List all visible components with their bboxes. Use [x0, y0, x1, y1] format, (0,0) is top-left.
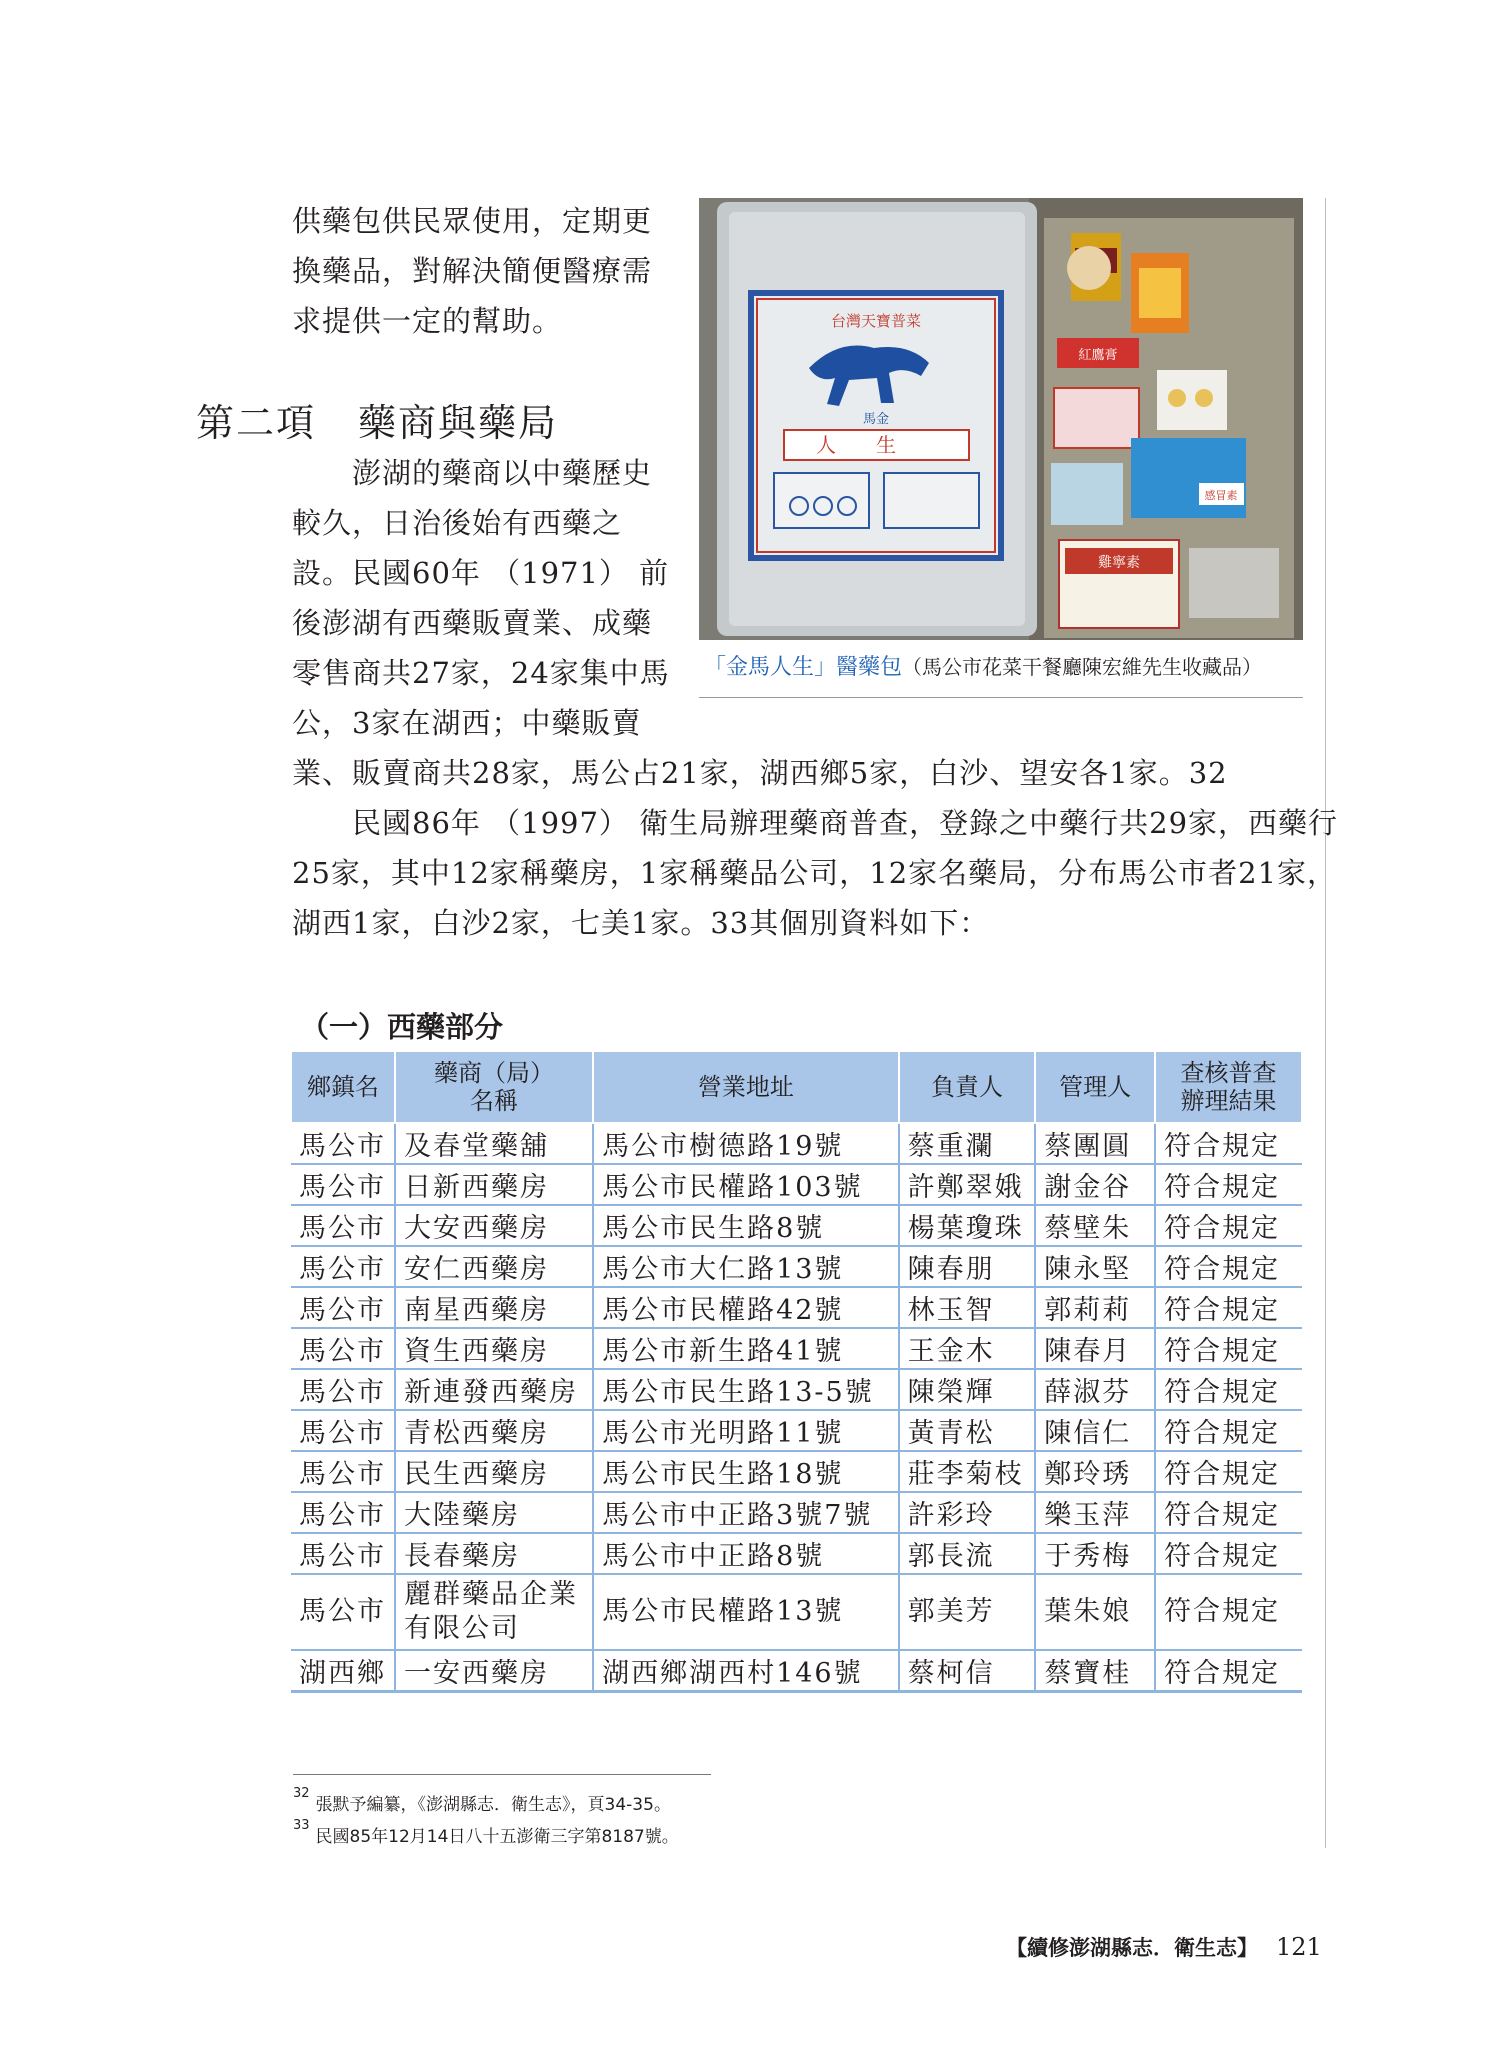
table-row — [291, 1123, 1302, 1164]
cell-township: 馬公市 — [291, 1164, 395, 1205]
cell-result: 符合規定 — [1155, 1533, 1302, 1574]
cell-manager: 陳永堅 — [1035, 1246, 1155, 1287]
cell-township: 馬公市 — [291, 1246, 395, 1287]
cell-manager: 陳春月 — [1035, 1328, 1155, 1369]
pharmacy-table — [290, 1050, 1303, 1693]
cell-result: 符合規定 — [1155, 1123, 1302, 1164]
body-line-7: 業、販賣商共28家，馬公占21家，湖西鄉5家，白沙、望安各1家。32 — [292, 756, 1228, 790]
table-row — [291, 1205, 1302, 1246]
footer-title: 【續修澎湖縣志．衛生志】 — [1006, 1935, 1258, 1960]
cell-owner: 陳春朋 — [899, 1246, 1036, 1287]
cell-address: 馬公市民生路8號 — [593, 1205, 899, 1246]
caption-note: （馬公市花菜干餐廳陳宏維先生收藏品） — [902, 655, 1263, 679]
footnote-text: 民國85年12月14日八十五澎衛三字第8187號。 — [315, 1827, 679, 1847]
caption-divider — [699, 697, 1303, 698]
body-line-6: 公，3家在湖西；中藥販賣 — [292, 706, 642, 740]
cell-township: 馬公市 — [291, 1369, 395, 1410]
cell-manager: 謝金谷 — [1035, 1164, 1155, 1205]
footnote-number: 32 — [293, 1786, 310, 1802]
col-header-manager: 管理人 — [1035, 1051, 1155, 1123]
cell-owner: 林玉智 — [899, 1287, 1036, 1328]
cell-result: 符合規定 — [1155, 1410, 1302, 1451]
cell-township: 馬公市 — [291, 1328, 395, 1369]
table-row — [291, 1164, 1302, 1205]
body-line-8: 民國86年 （1997） 衛生局辦理藥商普查，登錄之中藥行共29家，西藥行 — [352, 806, 1339, 840]
cell-township: 湖西鄉 — [291, 1650, 395, 1692]
bag-label-name: 人生 — [816, 433, 936, 457]
cell-name: 南星西藥房 — [395, 1287, 593, 1328]
table-row — [291, 1287, 1302, 1328]
footnote-33 — [293, 1818, 679, 1847]
cell-result: 符合規定 — [1155, 1205, 1302, 1246]
cell-name: 資生西藥房 — [395, 1328, 593, 1369]
cell-manager: 蔡壁朱 — [1035, 1205, 1155, 1246]
cell-address: 馬公市民權路103號 — [593, 1164, 899, 1205]
cell-township: 馬公市 — [291, 1287, 395, 1328]
cell-township: 馬公市 — [291, 1533, 395, 1574]
table-row — [291, 1246, 1302, 1287]
table-row — [291, 1451, 1302, 1492]
subsection-title: （一）西藥部分 — [300, 1010, 504, 1044]
cell-address: 湖西鄉湖西村146號 — [593, 1650, 899, 1692]
col-header-name: 藥商（局） 名稱 — [395, 1051, 593, 1123]
cell-result: 符合規定 — [1155, 1369, 1302, 1410]
cell-address: 馬公市大仁路13號 — [593, 1246, 899, 1287]
cell-name: 民生西藥房 — [395, 1451, 593, 1492]
cell-address: 馬公市民權路42號 — [593, 1287, 899, 1328]
body-line-1: 澎湖的藥商以中藥歷史 — [352, 456, 653, 490]
intro-line-3: 求提供一定的幫助。 — [292, 304, 563, 338]
cell-name: 大陸藥房 — [395, 1492, 593, 1533]
cell-result: 符合規定 — [1155, 1451, 1302, 1492]
cell-owner: 郭美芳 — [899, 1574, 1036, 1650]
body-line-4: 後澎湖有西藥販賣業、成藥 — [292, 606, 653, 640]
footnote-text: 張默予編纂，《澎湖縣志．衛生志》，頁34-35。 — [315, 1795, 671, 1815]
cell-address: 馬公市中正路8號 — [593, 1533, 899, 1574]
bag-label-top: 台灣天寶普菜 — [830, 312, 922, 330]
cell-manager: 葉朱娘 — [1035, 1574, 1155, 1650]
table-row — [291, 1650, 1302, 1692]
cell-owner: 楊葉瓊珠 — [899, 1205, 1036, 1246]
cell-township: 馬公市 — [291, 1574, 395, 1650]
heading-title: 藥商與藥局 — [358, 401, 559, 445]
cell-name: 長春藥房 — [395, 1533, 593, 1574]
cell-owner: 許鄭翠娥 — [899, 1164, 1036, 1205]
table-row — [291, 1328, 1302, 1369]
cell-manager: 薛淑芬 — [1035, 1369, 1155, 1410]
cell-owner: 蔡柯信 — [899, 1650, 1036, 1692]
cell-township: 馬公市 — [291, 1205, 395, 1246]
cell-township: 馬公市 — [291, 1410, 395, 1451]
cell-name: 及春堂藥舖 — [395, 1123, 593, 1164]
col-header-township: 鄉鎮名 — [291, 1051, 395, 1123]
cell-result: 符合規定 — [1155, 1287, 1302, 1328]
cell-address: 馬公市樹德路19號 — [593, 1123, 899, 1164]
cell-manager: 郭莉莉 — [1035, 1287, 1155, 1328]
table-row — [291, 1574, 1302, 1650]
cell-owner: 陳榮輝 — [899, 1369, 1036, 1410]
intro-line-2: 換藥品，對解決簡便醫療需 — [292, 254, 653, 288]
box-label-3: 感冒素 — [1204, 489, 1238, 502]
table-row — [291, 1492, 1302, 1533]
cell-address: 馬公市中正路3號7號 — [593, 1492, 899, 1533]
cell-name: 新連發西藥房 — [395, 1369, 593, 1410]
cell-township: 馬公市 — [291, 1123, 395, 1164]
cell-name: 大安西藥房 — [395, 1205, 593, 1246]
cell-result: 符合規定 — [1155, 1328, 1302, 1369]
caption-title: 「金馬人生」醫藥包 — [704, 655, 903, 680]
cell-name: 安仁西藥房 — [395, 1246, 593, 1287]
cell-township: 馬公市 — [291, 1492, 395, 1533]
cell-address: 馬公市民生路18號 — [593, 1451, 899, 1492]
cell-result: 符合規定 — [1155, 1164, 1302, 1205]
cell-manager: 鄭玲琇 — [1035, 1451, 1155, 1492]
cell-result: 符合規定 — [1155, 1246, 1302, 1287]
body-line-10: 湖西1家，白沙2家，七美1家。33其個別資料如下： — [292, 906, 990, 940]
cell-address: 馬公市新生路41號 — [593, 1328, 899, 1369]
body-line-9: 25家，其中12家稱藥房，1家稱藥品公司，12家名藥局，分布馬公市者21家， — [292, 856, 1338, 890]
col-header-owner: 負責人 — [899, 1051, 1036, 1123]
cell-manager: 于秀梅 — [1035, 1533, 1155, 1574]
footnote-32 — [293, 1786, 671, 1815]
cell-name: 一安西藥房 — [395, 1650, 593, 1692]
cell-address: 馬公市光明路11號 — [593, 1410, 899, 1451]
body-line-2: 較久，日治後始有西藥之 — [292, 506, 623, 540]
cell-manager: 蔡團圓 — [1035, 1123, 1155, 1164]
box-label-1: 紅鷹膏 — [1078, 348, 1118, 363]
table-row — [291, 1410, 1302, 1451]
cell-owner: 王金木 — [899, 1328, 1036, 1369]
photo-illustration — [699, 198, 1303, 640]
cell-result: 符合規定 — [1155, 1574, 1302, 1650]
cell-result: 符合規定 — [1155, 1650, 1302, 1692]
cell-result: 符合規定 — [1155, 1492, 1302, 1533]
table-header-row — [291, 1051, 1302, 1123]
cell-owner: 莊李菊枝 — [899, 1451, 1036, 1492]
photo-caption — [704, 650, 1262, 681]
cell-address: 馬公市民權路13號 — [593, 1574, 899, 1650]
bag-label-horse: 馬金 — [862, 412, 890, 427]
intro-line-1: 供藥包供民眾使用，定期更 — [292, 204, 653, 238]
page-number: 121 — [1276, 1933, 1322, 1961]
margin-rule — [1325, 198, 1326, 1848]
box-label-2: 雞寧素 — [1098, 555, 1140, 571]
cell-township: 馬公市 — [291, 1451, 395, 1492]
body-line-3: 設。民國60年 （1971） 前 — [292, 556, 670, 590]
cell-owner: 郭長流 — [899, 1533, 1036, 1574]
heading-number: 第二項 — [196, 401, 317, 445]
cell-address: 馬公市民生路13-5號 — [593, 1369, 899, 1410]
cell-owner: 蔡重瀾 — [899, 1123, 1036, 1164]
footnote-divider — [293, 1774, 711, 1775]
cell-name: 麗群藥品企業有限公司 — [395, 1574, 593, 1650]
table-row — [291, 1369, 1302, 1410]
footnote-number: 33 — [293, 1818, 310, 1834]
body-line-5: 零售商共27家，24家集中馬 — [292, 656, 670, 690]
cell-manager: 蔡寶桂 — [1035, 1650, 1155, 1692]
medicine-bag-photo — [699, 198, 1303, 640]
col-header-address: 營業地址 — [593, 1051, 899, 1123]
cell-manager: 陳信仁 — [1035, 1410, 1155, 1451]
cell-owner: 許彩玲 — [899, 1492, 1036, 1533]
cell-manager: 樂玉萍 — [1035, 1492, 1155, 1533]
col-header-result: 查核普查 辦理結果 — [1155, 1051, 1302, 1123]
cell-owner: 黃青松 — [899, 1410, 1036, 1451]
section-heading — [196, 392, 558, 447]
cell-name: 日新西藥房 — [395, 1164, 593, 1205]
cell-name: 青松西藥房 — [395, 1410, 593, 1451]
table-row — [291, 1533, 1302, 1574]
page-footer — [1006, 1932, 1322, 1962]
